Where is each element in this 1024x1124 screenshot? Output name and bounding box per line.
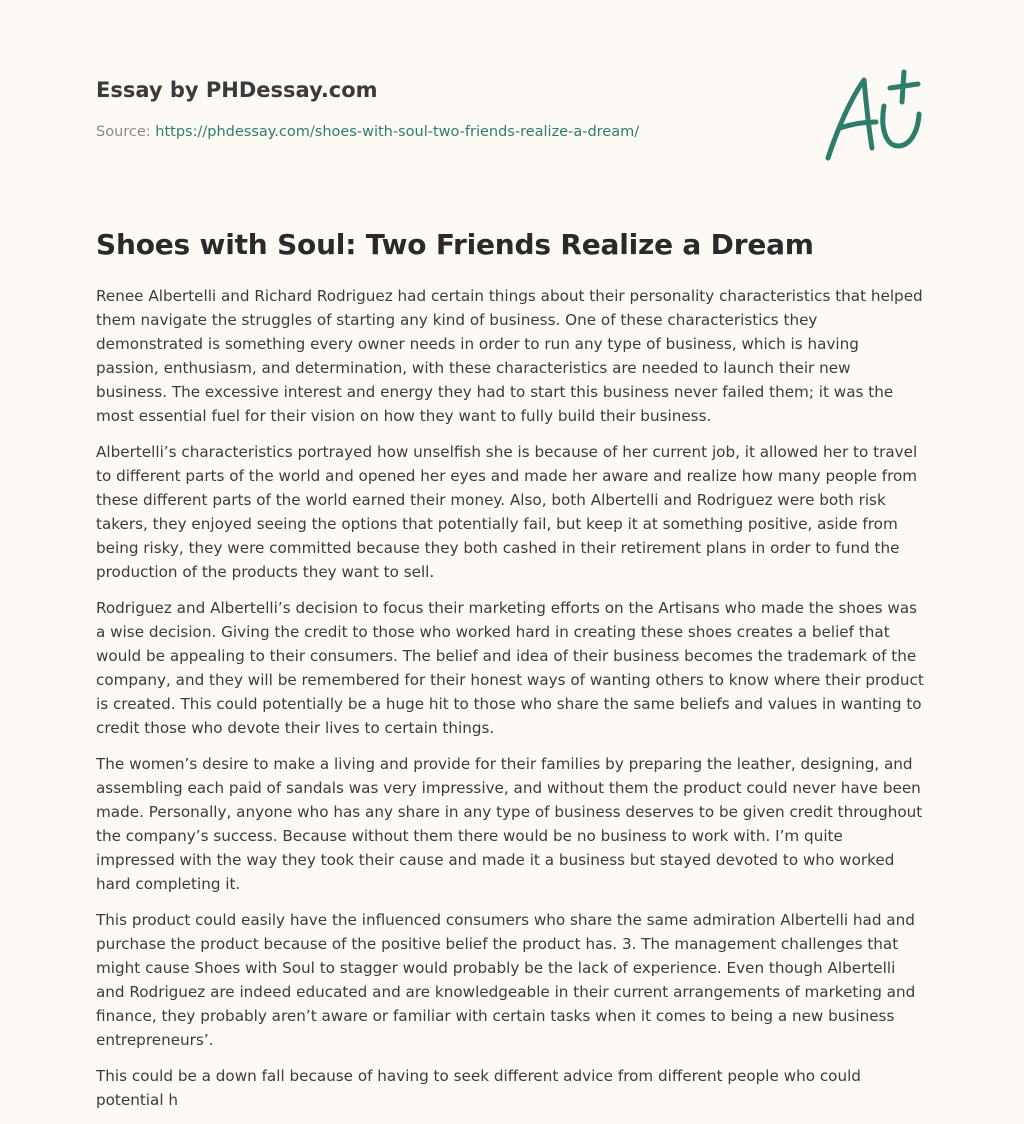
essay-paragraph: Rodriguez and Albertelli’s decision to focus their marketing efforts on the Artisans who made the shoes was a wise decision. Giving the credit to those who worked hard in creating these shoes creates a belief that would be appealing to their consumers. The belief and idea of their business becomes the trademark of the company, and they will be remembered for their honest ways of wanting others to know where their product is created. This could potentially be a huge hit to those who share the same beliefs and values in wanting to credit those who devote their lives to certain things.: [96, 599, 924, 737]
a-plus-logo-icon: [820, 66, 930, 166]
essay-paragraph: This could be a down fall because of having to seek different advice from different people who could potential h: [96, 1067, 861, 1109]
essay-paragraph: Renee Albertelli and Richard Rodriguez had certain things about their personality characteristics that helped them navigate the struggles of starting any kind of business. One of these characteristics they demonstrated is something every owner needs in order to run any type of business, which is having passion, enthusiasm, and determination, with these characteristics are needed to launch their new business. The excessive interest and energy they had to start this business never failed them; it was the most essential fuel for their vision on how they want to fully build their business.: [96, 287, 923, 425]
essay-paragraph: The women’s desire to make a living and provide for their families by preparing the leather, designing, and assembling each paid of sandals was very impressive, and without them the product could never have been made. Personally, anyone who has any share in any type of business deserves to be given credit throughout the company’s success. Because without them there would be no business to work with. I’m quite impressed with the way they took their cause and made it a business but stayed devoted to who worked hard completing it.: [96, 755, 923, 893]
logo-plus-horizontal-stroke: [890, 84, 918, 88]
essay-title: Shoes with Soul: Two Friends Realize a Dream: [96, 228, 814, 261]
site-brand: Essay by PHDessay.com: [96, 78, 378, 102]
source-label: Source:: [96, 124, 156, 140]
document-header: [96, 76, 736, 142]
essay-paragraph: This product could easily have the influenced consumers who share the same admiration Albertelli had and purchase the product because of the positive belief the product has. 3. The management challenges that might cause Shoes with Soul to stagger would probably be the lack of experience. Even though Albertelli and Rodriguez are indeed educated and are knowledgeable in their current arrangements of marketing and finance, they probably aren’t aware or familiar with certain tasks when it comes to being a new business entrepreneurs’.: [96, 911, 916, 1049]
logo-letter-a-stroke: [828, 80, 872, 158]
logo-smile-stroke: [883, 106, 919, 146]
essay-body: [96, 284, 926, 1124]
essay-paragraph: Albertelli’s characteristics portrayed how unselfish she is because of her current job, it allowed her to travel to different parts of the world and opened her eyes and made her aware and realize how many people from these different parts of the world earned their money. Also, both Albertelli and Rodriguez were both risk takers, they enjoyed seeing the options that potentially fail, but keep it at something positive, aside from being risky, they were committed because they both cashed in their retirement plans in order to fund the production of the products they want to sell.: [96, 443, 918, 581]
source-link[interactable]: https://phdessay.com/shoes-with-soul-two-friends-realize-a-dream/: [155, 124, 640, 140]
source-line: [96, 122, 736, 142]
